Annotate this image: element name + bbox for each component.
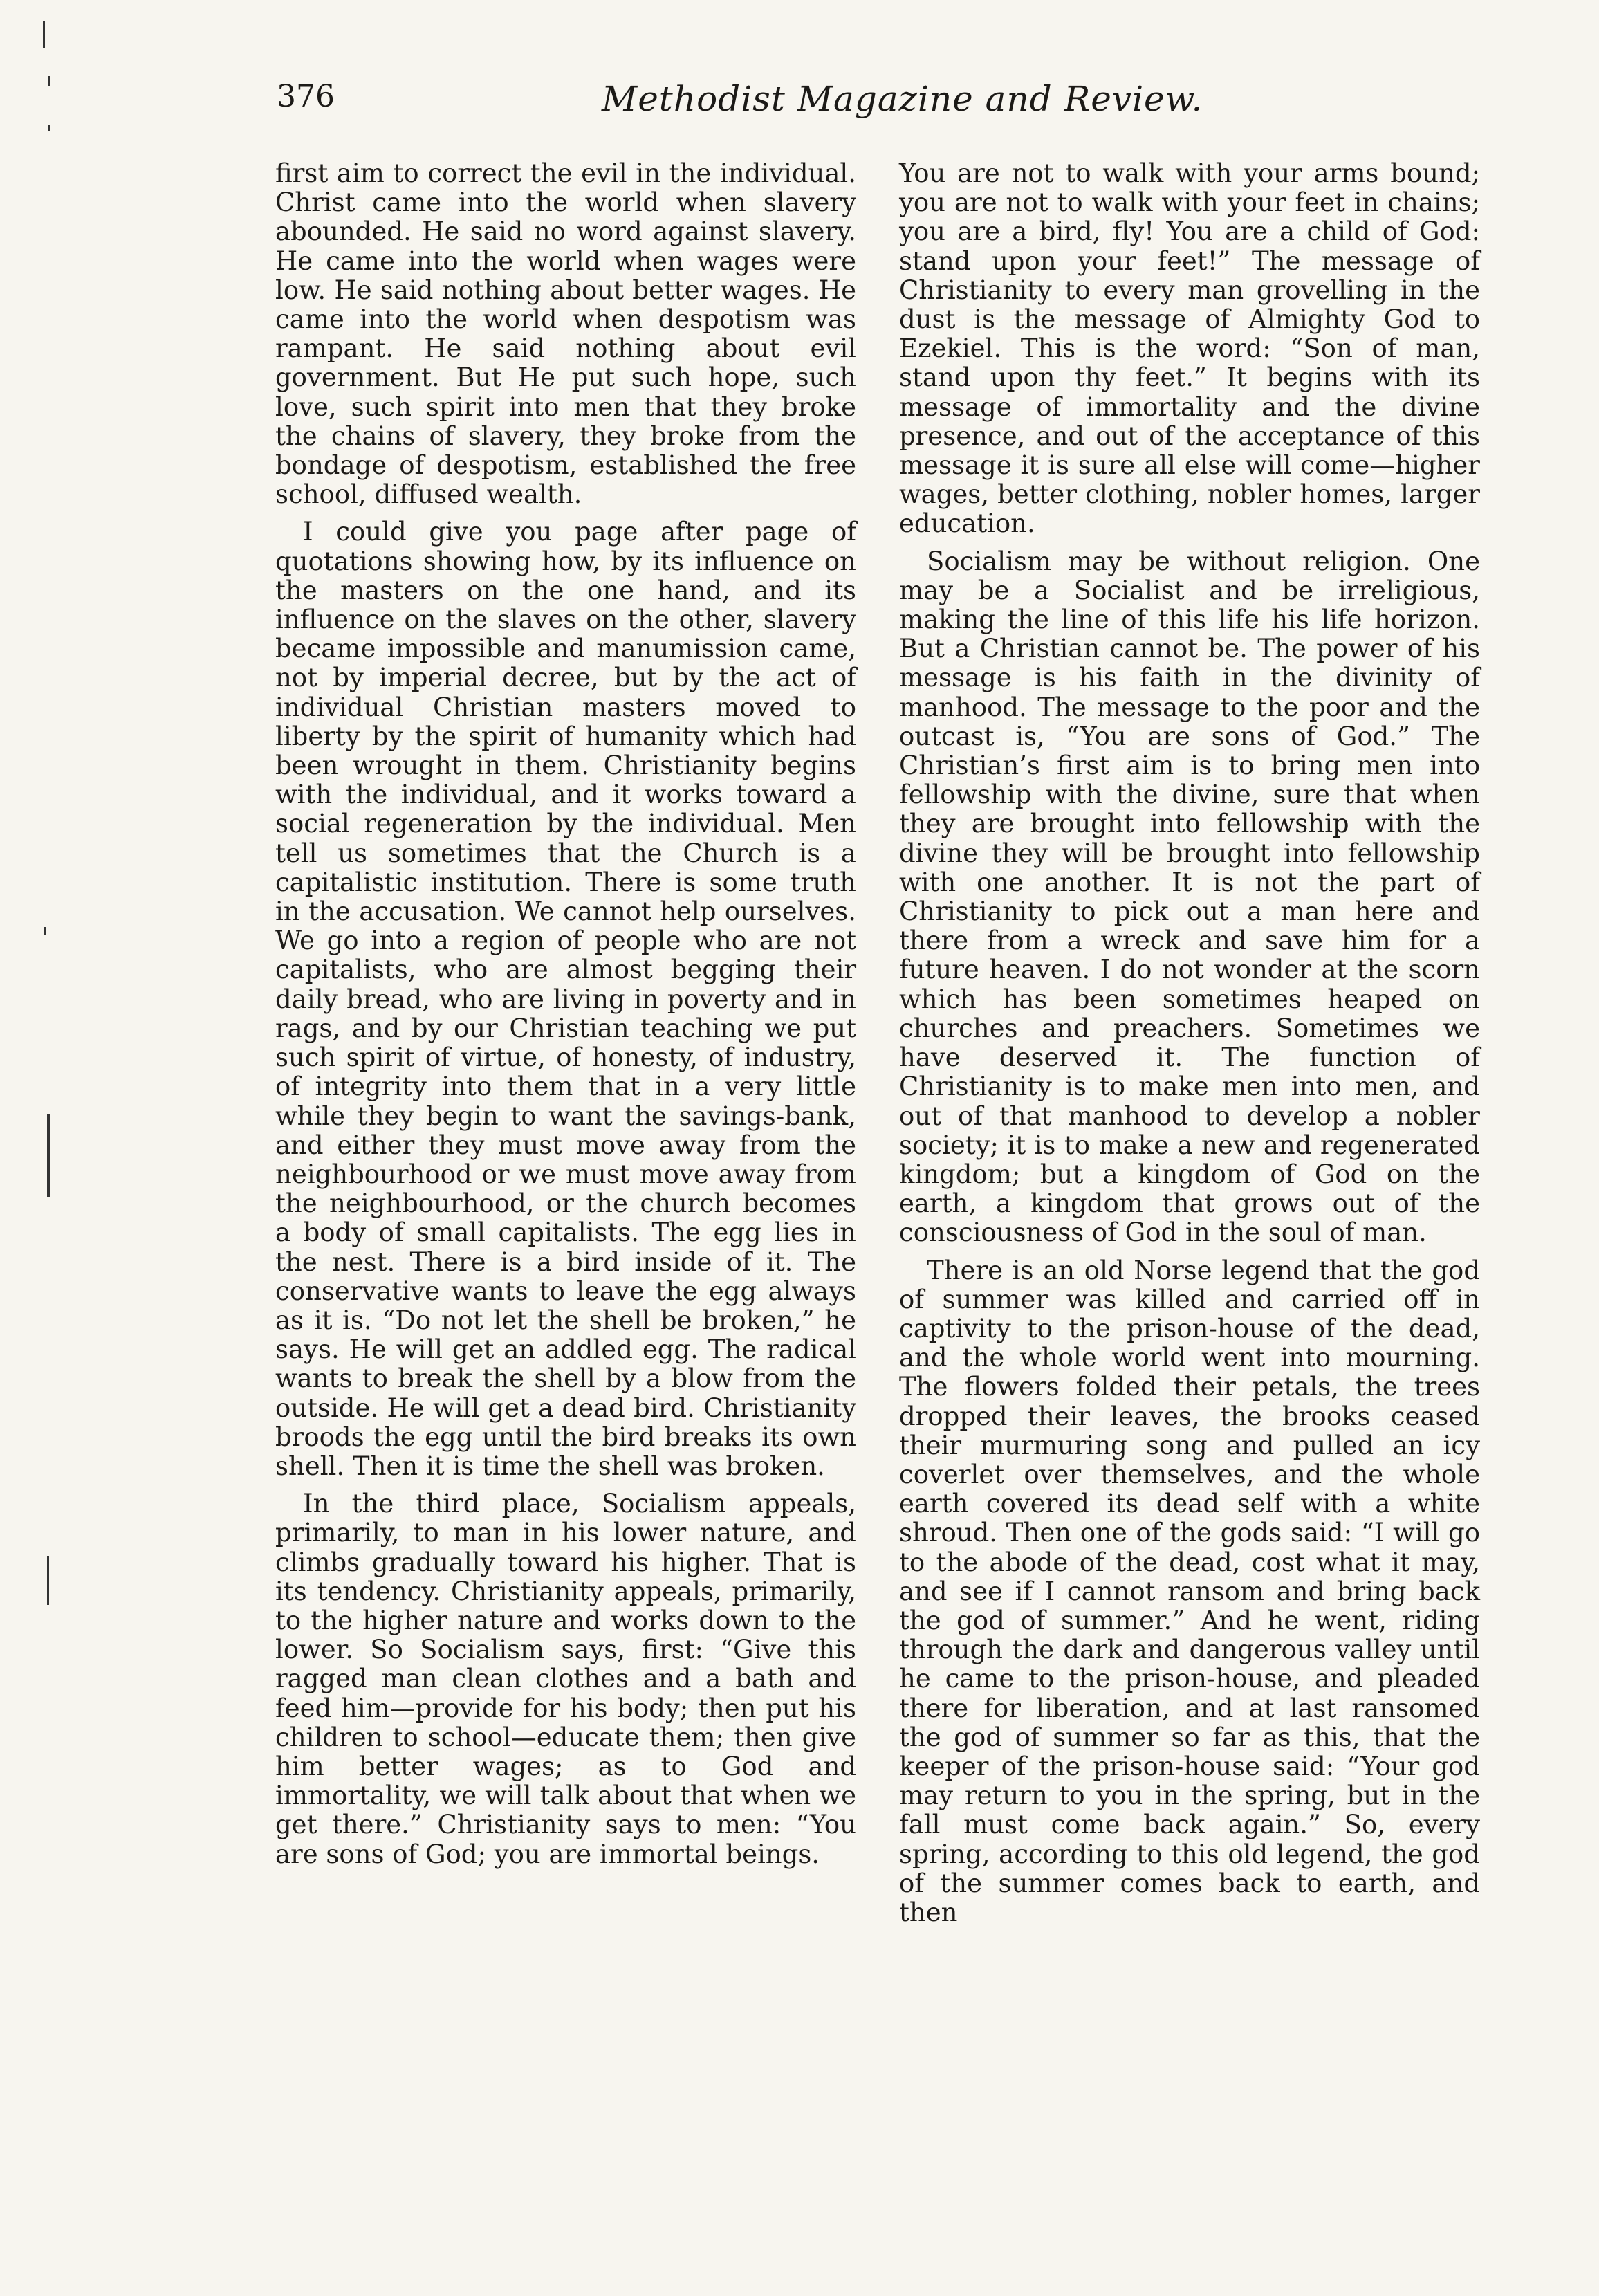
paragraph: I could give you page after page of quotations showing how, by its influence on the masters on the one hand, and its influence on the slaves on the other, slavery became impossible and manumission came, not by imperial decree, but by the act of individual Christian masters moved to liberty by the spirit of humanity which had been wrought in them. Christianity begins with the individual, and it works toward a social regeneration by the individual. Men tell us sometimes that the Church is a capitalistic institution. There is some truth in the accusation. We cannot help ourselves. We go into a region of people who are not capitalists, who are almost begging their daily bread, who are living in poverty and in rags, and by our Christian teaching we put such spirit of virtue, of honesty, of industry, of integrity into them that in a very little while they begin to want the savings-bank, and either they must move away from the neighbourhood or we must move away from the neighbourhood, or the church becomes a body of small capitalists. The egg lies in the nest. There is a bird inside of it. The conservative wants to leave the egg always as it is. “Do not let the shell be broken,” he says. He will get an addled egg. The radical wants to break the shell by a blow from the outside. He will get a dead bird. Christianity broods the egg until the bird breaks its own shell. Then it is time the shell was broken. <box>275 517 856 1481</box>
left-column <box>275 159 856 1869</box>
paragraph: In the third place, Socialism appeals, primarily, to man in his lower nature, and climbs gradually toward his higher. That is its tendency. Christianity appeals, primarily, to the higher nature and works down to the lower. So Socialism says, first: “Give this ragged man clean clothes and a bath and feed him—provide for his body; then put his children to school—educate them; then give him better wages; as to God and immortality, we will talk about that when we get there.” Christianity says to men: “You are sons of God; you are immortal beings. <box>275 1489 856 1869</box>
page-number: 376 <box>277 79 335 114</box>
paragraph: first aim to correct the evil in the individual. Christ came into the world when slavery abounded. He said no word against slavery. He came into the world when wages were low. He said nothing about better wages. He came into the world when despotism was rampant. He said nothing about evil government. But He put such hope, such love, such spirit into men that they broke the chains of slavery, they broke from the bondage of despotism, established the free school, diffused wealth. <box>275 158 856 510</box>
binding-edge-marks <box>0 0 97 2296</box>
page-header <box>277 79 1466 141</box>
right-column <box>899 159 1480 1927</box>
paragraph: You are not to walk with your arms bound; you are not to walk with your feet in chains; you are a bird, fly! You are a child of God: stand upon your feet!” The message of Christianity to every man grovelling in the dust is the message of Almighty God to Ezekiel. This is the word: “Son of man, stand upon thy feet.” It begins with its message of immortality and the divine presence, and out of the acceptance of this message it is sure all else will come—higher wages, better clothing, nobler homes, larger education. <box>899 158 1480 539</box>
running-title: Methodist Magazine and Review. <box>602 79 1203 119</box>
paragraph: There is an old Norse legend that the god of summer was killed and carried off in captivity to the prison-house of the dead, and the whole world went into mourning. The flowers folded their petals, the trees dropped their leaves, the brooks ceased their murmuring song and pulled an icy coverlet over themselves, and the whole earth covered its dead self with a white shroud. Then one of the gods said: “I will go to the abode of the dead, cost what it may, and see if I cannot ransom and bring back the god of summer.” And he went, riding through the dark and dangerous valley until he came to the prison-house, and pleaded there for liberation, and at last ransomed the god of summer so far as this, that the keeper of the prison-house said: “Your god may return to you in the spring, but in the fall must come back again.” So, every spring, according to this old legend, the god of the summer comes back to earth, and then <box>899 1255 1480 1927</box>
paragraph: Socialism may be without religion. One may be a Socialist and be irreligious, making the line of this life his life horizon. But a Christian cannot be. The power of his message is his faith in the divinity of manhood. The message to the poor and the outcast is, “You are sons of God.” The Christian’s first aim is to bring men into fellowship with the divine, sure that when they are brought into fellowship with the divine they will be brought into fellowship with one another. It is not the part of Christianity to pick out a man here and there from a wreck and save him for a future heaven. I do not wonder at the scorn which has been sometimes heaped on churches and preachers. Sometimes we have deserved it. The function of Christianity is to make men into men, and out of that manhood to develop a nobler society; it is to make a new and regenerated kingdom; but a kingdom of God on the earth, a kingdom that grows out of the consciousness of God in the soul of man. <box>899 546 1480 1248</box>
